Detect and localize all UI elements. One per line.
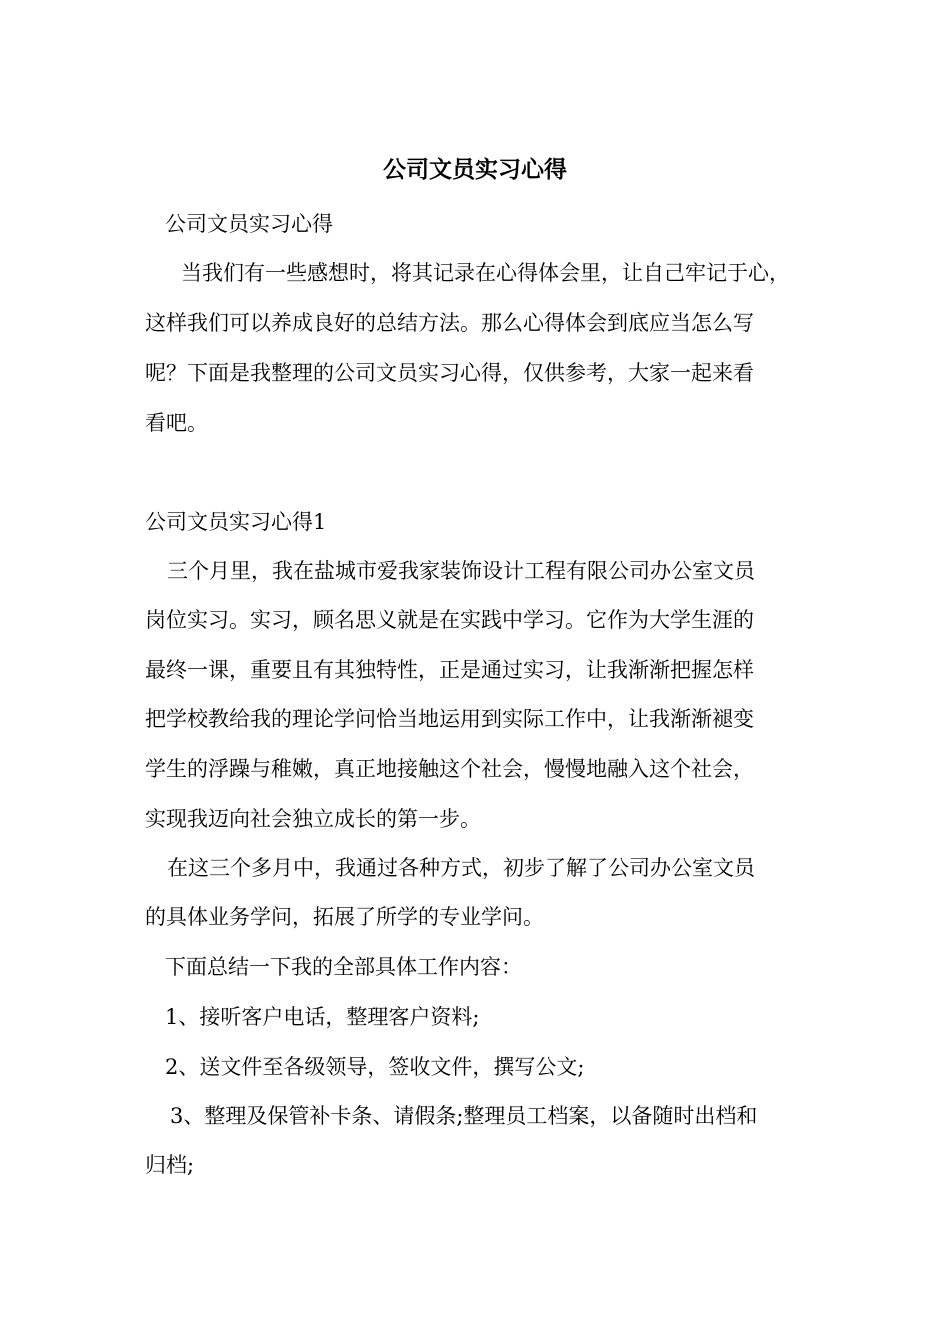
- intro-line-2: 这样我们可以养成良好的总结方法。那么心得体会到底应当怎么写: [145, 311, 754, 335]
- paragraph2-line-1: 在这三个多月中，我通过各种方式，初步了解了公司办公室文员: [167, 856, 755, 880]
- paragraph1-line-1: 三个月里，我在盐城市爱我家装饰设计工程有限公司办公室文员: [167, 559, 755, 583]
- intro-line-3: 呢？下面是我整理的公司文员实习心得，仅供参考，大家一起来看: [145, 361, 754, 385]
- list-item-3: 3、整理及保管补卡条、请假条;整理员工档案，以备随时出档和: [170, 1104, 758, 1128]
- paragraph1-line-2: 岗位实习。实习，顾名思义就是在实践中学习。它作为大学生涯的: [145, 608, 754, 632]
- paragraph1-line-6: 实现我迈向社会独立成长的第一步。: [145, 807, 481, 831]
- list-item-3-continued: 归档;: [145, 1153, 195, 1177]
- list-item-2: 2、送文件至各级领导，签收文件，撰写公文;: [165, 1055, 585, 1079]
- intro-line-4: 看吧。: [145, 411, 208, 435]
- list-item-1: 1、接听客户电话，整理客户资料;: [165, 1005, 480, 1029]
- paragraph1-line-4: 把学校教给我的理论学问恰当地运用到实际工作中，让我渐渐褪变: [145, 707, 754, 731]
- intro-line-1: 当我们有一些感想时，将其记录在心得体会里，让自己牢记于心，: [181, 261, 790, 285]
- paragraph1-line-5: 学生的浮躁与稚嫩，真正地接触这个社会，慢慢地融入这个社会，: [145, 757, 754, 781]
- summary-intro: 下面总结一下我的全部具体工作内容：: [165, 955, 522, 979]
- paragraph1-line-3: 最终一课，重要且有其独特性，正是通过实习，让我渐渐把握怎样: [145, 658, 754, 682]
- subtitle: 公司文员实习心得: [165, 212, 333, 236]
- section-heading: 公司文员实习心得1: [145, 510, 327, 534]
- document-title: 公司文员实习心得: [383, 156, 567, 183]
- paragraph2-line-2: 的具体业务学问，拓展了所学的专业学问。: [145, 905, 544, 929]
